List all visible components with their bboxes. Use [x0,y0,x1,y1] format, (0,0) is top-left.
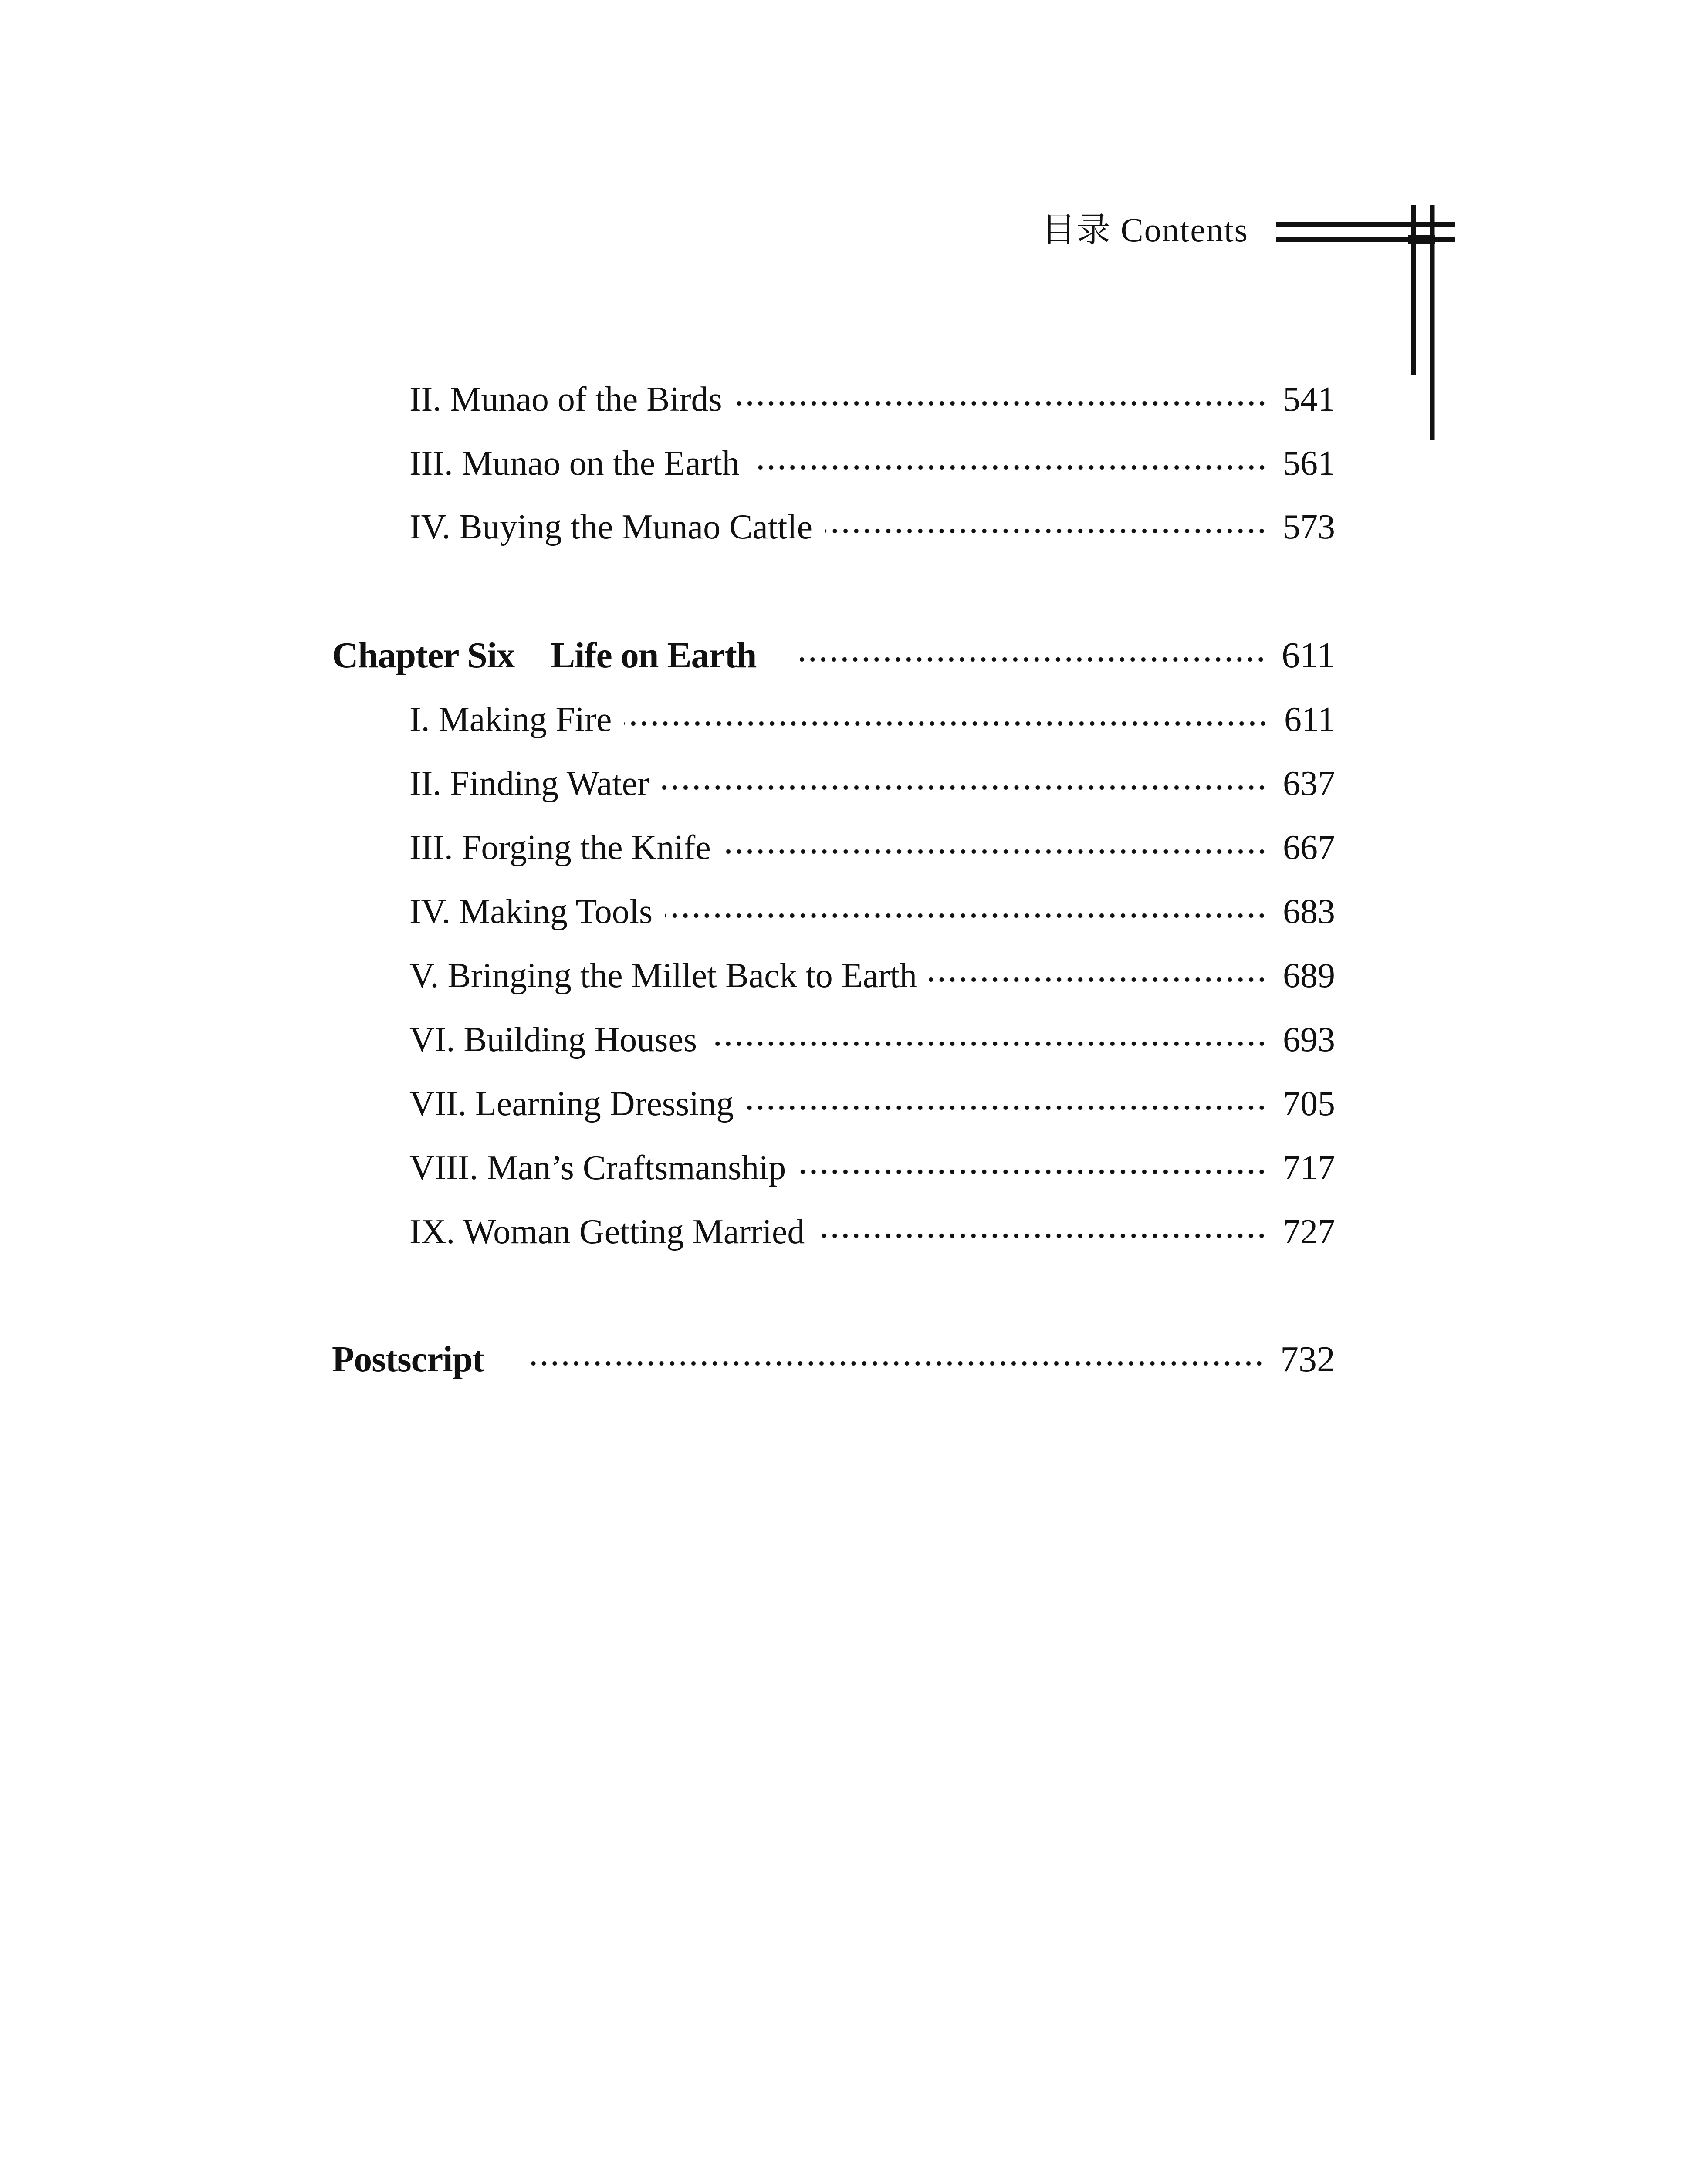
dot-leader [528,1355,1265,1372]
toc-entry[interactable] [409,375,1335,423]
dot-leader [709,1035,1267,1052]
dot-leader [723,843,1267,860]
toc-entry-title: I. Making Fire [409,700,612,739]
toc-entry-page: 667 [1283,829,1335,867]
toc-entry[interactable] [409,1208,1335,1256]
toc-entry-page: 727 [1283,1213,1335,1251]
dot-leader [661,779,1267,796]
toc-entry-page: 541 [1283,380,1335,419]
toc-entry-title: II. Munao of the Birds [409,380,722,419]
toc-entry[interactable] [409,440,1335,487]
toc-entry-page: 683 [1283,893,1335,931]
toc-entry[interactable] [409,824,1335,872]
dot-leader [929,971,1267,988]
toc-entry-title: IV. Buying the Munao Cattle [409,508,813,546]
toc-entry-title: V. Bringing the Millet Back to Earth [409,957,917,995]
toc-postscript-heading[interactable] [332,1336,1335,1383]
toc-entry-title: IX. Woman Getting Married [409,1213,805,1251]
toc-entry-title: VII. Learning Dressing [409,1085,734,1123]
dot-leader [746,1099,1267,1116]
toc-entry-page: 573 [1283,508,1335,546]
dot-leader [825,522,1267,540]
toc-entry-page: 732 [1280,1339,1335,1380]
dot-leader [817,1227,1267,1245]
toc-chapter-heading[interactable] [332,632,1335,680]
toc-entry[interactable] [409,696,1335,744]
toc-entry-page: 611 [1284,700,1335,739]
dot-leader [665,907,1267,924]
running-header: 目录 Contents [1042,211,1248,249]
toc-chapter-title: Postscript [332,1339,484,1380]
toc-entry-title: VI. Building Houses [409,1021,697,1059]
toc-entry-page: 561 [1283,444,1335,483]
dot-leader [734,395,1267,412]
toc-entry-page: 611 [1282,635,1335,676]
toc-chapter-title: Chapter Six Life on Earth [332,635,757,676]
toc-entry-title: IV. Making Tools [409,893,653,931]
toc-entry[interactable] [409,760,1335,808]
dot-leader [800,651,1266,668]
toc-entry-page: 637 [1283,764,1335,803]
toc-entry[interactable] [409,503,1335,551]
toc-entry[interactable] [409,1080,1335,1128]
toc-entry-page: 689 [1283,957,1335,995]
toc-entry-title: II. Finding Water [409,764,649,803]
dot-leader [798,1163,1267,1180]
toc-entry-page: 705 [1283,1085,1335,1123]
dot-leader [752,459,1267,476]
dot-leader [624,715,1268,732]
toc-entry[interactable] [409,952,1335,1000]
toc-entry-page: 717 [1283,1149,1335,1187]
toc-entry-page: 693 [1283,1021,1335,1059]
toc-entry[interactable] [409,888,1335,936]
toc-entry-title: VIII. Man’s Craftsmanship [409,1149,786,1187]
toc-entry-title: III. Forging the Knife [409,829,711,867]
toc-entry[interactable] [409,1144,1335,1192]
toc-entry-title: III. Munao on the Earth [409,444,740,483]
toc-entry[interactable] [409,1016,1335,1064]
